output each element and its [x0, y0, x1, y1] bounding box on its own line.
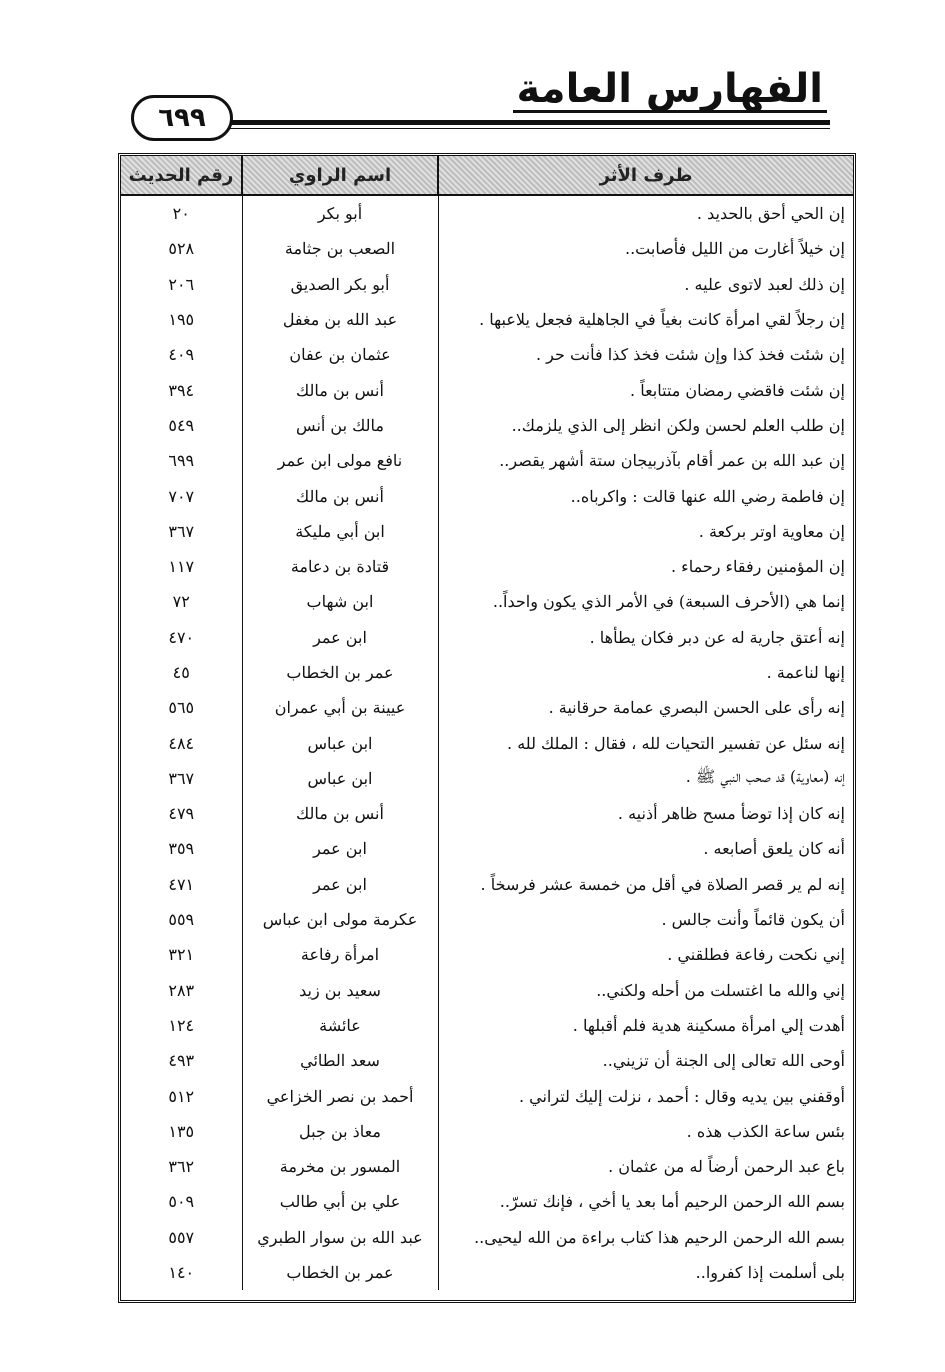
page-header — [0, 0, 945, 150]
table-row — [121, 1043, 853, 1078]
table-row — [121, 584, 853, 619]
table-row — [121, 549, 853, 584]
hadith-number-cell: ٤٠٩ — [168, 345, 195, 365]
table-row — [121, 514, 853, 549]
hadith-text-cell: إنه رأى على الحسن البصري عمامة حرقانية . — [438, 690, 853, 725]
narrator-cell: علي بن أبي طالب — [242, 1184, 438, 1219]
table-row — [121, 867, 853, 902]
hadith-text-cell: بلى أسلمت إذا كفروا.. — [438, 1255, 853, 1290]
narrator-cell: ابن عمر — [242, 620, 438, 655]
hadith-number-cell: ٥٤٩ — [168, 415, 195, 435]
hadith-number-cell: ٤٨٤ — [168, 733, 195, 753]
narrator-cell: نافع مولى ابن عمر — [242, 443, 438, 478]
hadith-text-cell: إن معاوية اوتر بركعة . — [438, 514, 853, 549]
table-row — [121, 443, 853, 478]
table-row — [121, 195, 853, 231]
hadith-text-cell: إن ذلك لعبد لاتوى عليه . — [438, 267, 853, 302]
narrator-cell: عمر بن الخطاب — [242, 655, 438, 690]
hadith-text-cell: إنه (معاوية) قد صحب النبي ﷺ . — [438, 761, 853, 796]
hadith-text-cell: إنه سئل عن تفسير التحيات لله ، فقال : الملك لله . — [438, 725, 853, 760]
hadith-text-cell: إنه أعتق جارية له عن دبر فكان يطأها . — [438, 620, 853, 655]
hadith-number-cell: ١٢٤ — [168, 1015, 195, 1035]
hadith-number-cell: ١٣٥ — [168, 1121, 195, 1141]
table-row — [121, 1255, 853, 1290]
table-row — [121, 478, 853, 513]
hadith-number-cell: ٣٥٩ — [168, 839, 195, 859]
hadith-text-cell: إني والله ما اغتسلت من أحله ولكني.. — [438, 973, 853, 1008]
hadith-number-cell: ٦٩٩ — [168, 451, 195, 471]
hadith-number-cell: ٣٦٧ — [168, 768, 195, 788]
narrator-cell: عبد الله بن سوار الطبري — [242, 1220, 438, 1255]
hadith-number-cell: ٥٥٧ — [168, 1227, 195, 1247]
hadith-text-cell: إنما هي (الأحرف السبعة) في الأمر الذي يكون واحداً.. — [438, 584, 853, 619]
narrator-cell: أنس بن مالك — [242, 478, 438, 513]
narrator-cell: سعد الطائي — [242, 1043, 438, 1078]
hadith-number-cell: ٢٠٦ — [168, 274, 195, 294]
table-row — [121, 372, 853, 407]
narrator-cell: معاذ بن جبل — [242, 1114, 438, 1149]
hadith-text-cell: بسم الله الرحمن الرحيم أما بعد يا أخي ، فإنك تسرّ.. — [438, 1184, 853, 1219]
table-row — [121, 620, 853, 655]
table-row — [121, 302, 853, 337]
table-row — [121, 1114, 853, 1149]
narrator-cell: عبد الله بن مغفل — [242, 302, 438, 337]
table-row — [121, 1149, 853, 1184]
narrator-cell: مالك بن أنس — [242, 408, 438, 443]
hadith-number-cell: ٤٥ — [172, 663, 190, 682]
table-header-row — [121, 156, 853, 195]
narrator-cell: أحمد بن نصر الخزاعي — [242, 1078, 438, 1113]
narrator-cell: عيينة بن أبي عمران — [242, 690, 438, 725]
table-row — [121, 408, 853, 443]
hadith-text-cell: إن المؤمنين رفقاء رحماء . — [438, 549, 853, 584]
table-row — [121, 655, 853, 690]
hadith-text-cell: إن خيلاً أغارت من الليل فأصابت.. — [438, 231, 853, 266]
header-rule — [220, 120, 830, 125]
table-row — [121, 231, 853, 266]
hadith-text-cell: أوحى الله تعالى إلى الجنة أن تزيني.. — [438, 1043, 853, 1078]
hadith-number-cell: ٢٨٣ — [168, 980, 195, 1000]
narrator-cell: عثمان بن عفان — [242, 337, 438, 372]
narrator-cell: قتادة بن دعامة — [242, 549, 438, 584]
hadith-number-cell: ٣٦٧ — [168, 521, 195, 541]
table-row — [121, 761, 853, 796]
hadith-number-cell: ٥٦٥ — [168, 698, 195, 718]
hadith-text-cell: أنه كان يلعق أصابعه . — [438, 831, 853, 866]
table-row — [121, 1220, 853, 1255]
narrator-cell: سعيد بن زيد — [242, 973, 438, 1008]
table-row — [121, 973, 853, 1008]
column-header-text: طرف الأثر — [438, 156, 853, 195]
narrator-cell: ابن أبي مليكة — [242, 514, 438, 549]
hadith-text-cell: إن شئت فخذ كذا وإن شئت فخذ كذا فأنت حر . — [438, 337, 853, 372]
table-row — [121, 267, 853, 302]
table-row — [121, 1184, 853, 1219]
column-header-number: رقم الحديث — [121, 156, 242, 195]
hadith-number-cell: ١٩٥ — [168, 310, 195, 330]
hadith-number-cell: ٤٧٩ — [168, 804, 195, 824]
narrator-cell: أنس بن مالك — [242, 796, 438, 831]
hadith-number-cell: ٢٠ — [172, 204, 190, 224]
hadith-text-cell: إنه لم ير قصر الصلاة في أقل من خمسة عشر فرسخاً . — [438, 867, 853, 902]
hadith-number-cell: ٥١٢ — [168, 1086, 195, 1106]
hadith-number-cell: ١١٧ — [168, 557, 195, 577]
page-number-badge: ٦٩٩ — [131, 95, 233, 141]
narrator-cell: ابن شهاب — [242, 584, 438, 619]
hadith-text-cell: إن عبد الله بن عمر أقام بآذربيجان ستة أشهر يقصر.. — [438, 443, 853, 478]
hadith-text-cell: باع عبد الرحمن أرضاً له من عثمان . — [438, 1149, 853, 1184]
hadith-number-cell: ١٤٠ — [168, 1263, 195, 1283]
narrator-cell: ابن عمر — [242, 867, 438, 902]
index-table-frame — [118, 153, 856, 1303]
table-row — [121, 1008, 853, 1043]
hadith-text-cell: إنه كان إذا توضأ مسح ظاهر أذنيه . — [438, 796, 853, 831]
hadith-text-cell: أن يكون قائماً وأنت جالس . — [438, 902, 853, 937]
hadith-number-cell: ٣٢١ — [168, 945, 195, 965]
narrator-cell: أبو بكر الصديق — [242, 267, 438, 302]
header-rule-thin — [220, 128, 830, 129]
hadith-text-cell: إن رجلاً لقي امرأة كانت بغياً في الجاهلية فجعل يلاعبها . — [438, 302, 853, 337]
hadith-text-cell: أهدت إلي امرأة مسكينة هدية فلم أقبلها . — [438, 1008, 853, 1043]
hadith-text-cell: إن فاطمة رضي الله عنها قالت : واكرباه.. — [438, 478, 853, 513]
table-row — [121, 902, 853, 937]
hadith-text-cell: إنها لناعمة . — [438, 655, 853, 690]
narrator-cell: ابن عباس — [242, 725, 438, 760]
narrator-cell: الصعب بن جثامة — [242, 231, 438, 266]
hadith-text-cell: أوقفني بين يديه وقال : أحمد ، نزلت إليك لتراني . — [438, 1078, 853, 1113]
index-table — [121, 156, 853, 1290]
table-row — [121, 937, 853, 972]
hadith-number-cell: ٥٠٩ — [168, 1192, 195, 1212]
table-body — [121, 195, 853, 1290]
hadith-number-cell: ٤٧٠ — [168, 627, 195, 647]
narrator-cell: ابن عباس — [242, 761, 438, 796]
table-row — [121, 337, 853, 372]
hadith-number-cell: ٧٢ — [172, 592, 190, 612]
narrator-cell: عائشة — [242, 1008, 438, 1043]
table-row — [121, 796, 853, 831]
narrator-cell: ابن عمر — [242, 831, 438, 866]
table-row — [121, 1078, 853, 1113]
narrator-cell: امرأة رفاعة — [242, 937, 438, 972]
hadith-number-cell: ٧٠٧ — [168, 486, 195, 506]
hadith-number-cell: ٣٩٤ — [168, 380, 195, 400]
hadith-text-cell: بئس ساعة الكذب هذه . — [438, 1114, 853, 1149]
narrator-cell: عمر بن الخطاب — [242, 1255, 438, 1290]
hadith-number-cell: ٥٢٨ — [168, 239, 195, 259]
column-header-narrator: اسم الراوي — [242, 156, 438, 195]
table-row — [121, 690, 853, 725]
table-row — [121, 831, 853, 866]
hadith-text-cell: إن الحي أحق بالحديد . — [438, 195, 853, 231]
hadith-number-cell: ٤٧١ — [168, 874, 195, 894]
hadith-text-cell: إني نكحت رفاعة فطلقني . — [438, 937, 853, 972]
hadith-number-cell: ٣٦٢ — [168, 1157, 195, 1177]
hadith-number-cell: ٥٥٩ — [168, 910, 195, 930]
narrator-cell: أبو بكر — [242, 195, 438, 231]
narrator-cell: أنس بن مالك — [242, 372, 438, 407]
hadith-text-cell: إن طلب العلم لحسن ولكن انظر إلى الذي يلزمك.. — [438, 408, 853, 443]
hadith-text-cell: إن شئت فاقضي رمضان متتابعاً . — [438, 372, 853, 407]
narrator-cell: عكرمة مولى ابن عباس — [242, 902, 438, 937]
hadith-number-cell: ٤٩٣ — [168, 1051, 195, 1071]
hadith-text-cell: بسم الله الرحمن الرحيم هذا كتاب براءة من الله ليحيى.. — [438, 1220, 853, 1255]
narrator-cell: المسور بن مخرمة — [242, 1149, 438, 1184]
page-title: الفهارس العامة — [513, 68, 827, 113]
table-row — [121, 725, 853, 760]
